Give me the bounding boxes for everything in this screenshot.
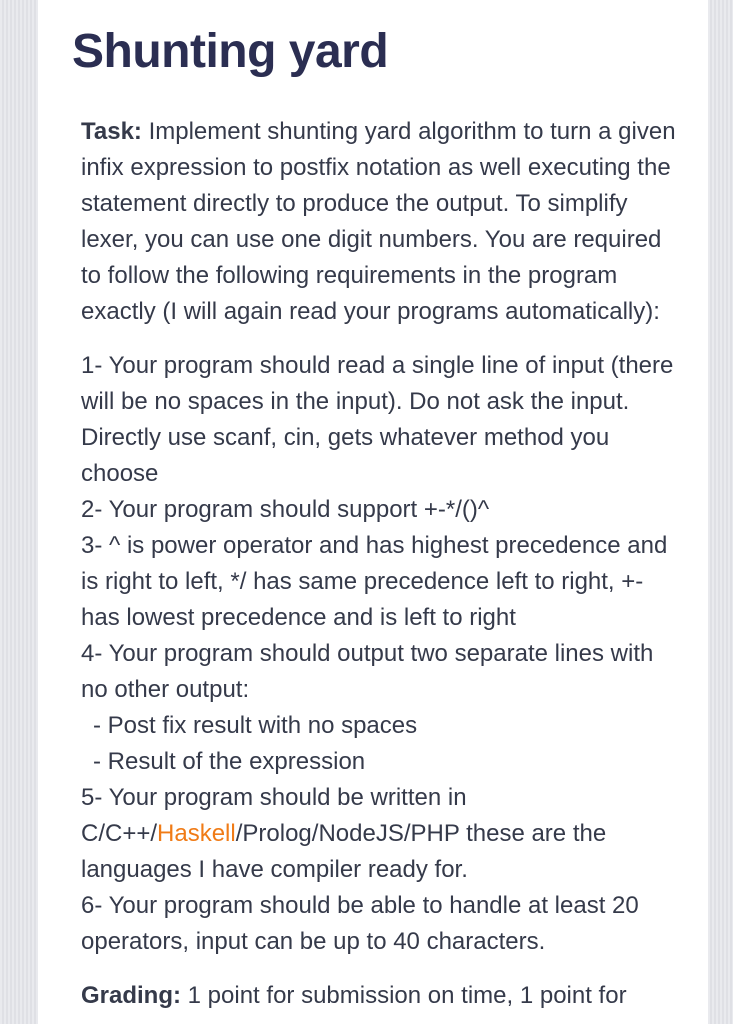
task-text: Implement shunting yard algorithm to turn a given infix expression to postfix notation as well executing the statement directly to produce the output. To simplify lexer, you can use one digit numbers. You are required to follow the following requirements in the program exactly (I will again read your programs automatically): <box>81 118 676 325</box>
grading-label: Grading: <box>81 982 181 1009</box>
page-title: Shunting yard <box>72 25 389 78</box>
requirement-3: 3- ^ is power operator and has highest precedence and is right to left, */ has same precedence left to right, +- has lowest precedence and is left to right <box>81 532 668 631</box>
requirements-list <box>81 348 681 960</box>
requirement-1: 1- Your program should read a single line of input (there will be no spaces in the input). Do not ask the input. Directly use scanf, cin, gets whatever method you choose <box>81 352 674 487</box>
document-card <box>38 0 708 1024</box>
haskell-link[interactable]: Haskell <box>157 820 236 847</box>
requirement-6: 6- Your program should be able to handle at least 20 operators, input can be up to 40 characters. <box>81 892 639 955</box>
grading-paragraph <box>81 978 681 1014</box>
task-paragraph <box>81 114 681 330</box>
requirement-5-pre: 5- Your program should be written in C/C++/ <box>81 784 467 847</box>
requirement-5 <box>81 780 681 888</box>
requirement-4-sub-2: - Result of the expression <box>93 748 366 775</box>
document-content <box>81 114 681 1014</box>
requirement-5-post: /Prolog/NodeJS/PHP these are the languages I have compiler ready for. <box>81 820 607 883</box>
task-label: Task: <box>81 118 142 145</box>
grading-text: 1 point for submission on time, 1 point for <box>181 982 627 1009</box>
requirement-4-sub-1: - Post fix result with no spaces <box>93 712 418 739</box>
requirement-4: 4- Your program should output two separate lines with no other output: <box>81 640 654 703</box>
requirement-2: 2- Your program should support +-*/()^ <box>81 496 490 523</box>
